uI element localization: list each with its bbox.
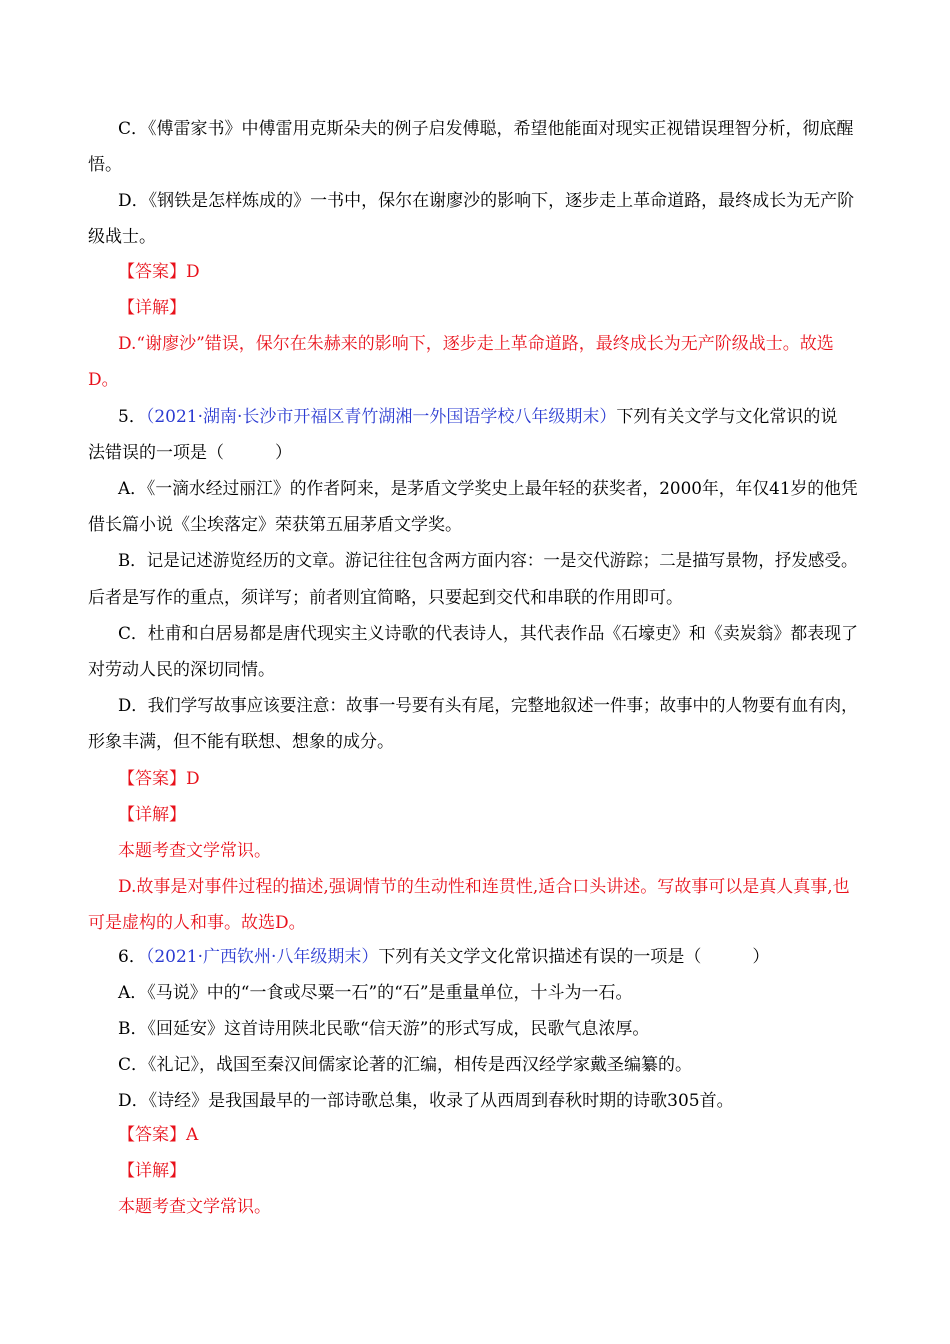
q6-option-c: C．《礼记》，战国至秦汉间儒家论著的汇编，相传是西汉经学家戴圣编纂的。 [118,1055,693,1075]
q6-option-a: A．《马说》中的“一食或尽粟一石”的“石”是重量单位，十斗为一石。 [118,983,633,1003]
q4-option-d-line2: 级战士。 [88,227,156,247]
answer-value: A [186,1125,199,1145]
question-source: （2021·湖南·长沙市开福区青竹湖湘一外国语学校八年级期末） [145,407,617,427]
q4-option-c-line1: C．《傅雷家书》中傅雷用克斯朵夫的例子启发傅聪，希望他能面对现实正视错误理智分析，彻底醒 [118,119,854,139]
question-source: （2021·广西钦州·八年级期末） [145,947,379,967]
q4-detail-label: 【详解】 [118,298,186,318]
q5-option-b-line1: B．记是记述游览经历的文章。游记往往包含两方面内容：一是交代游踪；二是描写景物，抒发感受。 [118,551,858,571]
q5-option-a-line2: 借长篇小说《尘埃落定》荣获第五届茅盾文学奖。 [88,515,462,535]
q5-detail-label: 【详解】 [118,805,186,825]
answer-value: D [186,769,200,789]
question-stem: 下列有关文学与文化常识的说 [616,407,838,427]
q5-option-a-line1: A．《一滴水经过丽江》的作者阿来，是茅盾文学奖史上最年轻的获奖者，2000年，年仅41岁的他凭 [118,479,858,499]
q5-detail-intro: 本题考查文学常识。 [118,841,271,861]
q5-answer [118,768,200,790]
q5-detail-line2: 可是虚构的人和事。故选D。 [88,913,306,933]
answer-label: 【答案】 [118,769,186,789]
q5-option-c-line2: 对劳动人民的深切同情。 [88,660,275,680]
answer-value: D [186,262,200,282]
question-number: 6． [118,947,146,967]
q6-stem [118,946,769,968]
answer-label: 【答案】 [118,1125,186,1145]
q5-detail-line1: D.故事是对事件过程的描述,强调情节的生动性和连贯性,适合口头讲述。写故事可以是真人真事,也 [118,877,850,897]
q4-answer [118,261,200,283]
q5-option-d-line1: D．我们学写故事应该要注意：故事一号要有头有尾，完整地叙述一件事；故事中的人物要有血有肉， [118,696,858,716]
question-stem: 下列有关文学文化常识描述有误的一项是（ ） [378,947,770,967]
q4-option-d-line1: D．《钢铁是怎样炼成的》一书中，保尔在谢廖沙的影响下，逐步走上革命道路，最终成长为无产阶 [118,191,855,211]
q4-option-c-line2: 悟。 [88,155,122,175]
q4-detail-line2: D。 [88,370,119,390]
q6-option-d: D．《诗经》是我国最早的一部诗歌总集，收录了从西周到春秋时期的诗歌305首。 [118,1091,734,1111]
q5-option-b-line2: 后者是写作的重点，须详写；前者则宜简略，只要起到交代和串联的作用即可。 [88,588,683,608]
q5-stem-line2: 法错误的一项是（ ） [88,443,292,463]
q6-detail-intro: 本题考查文学常识。 [118,1197,271,1217]
answer-label: 【答案】 [118,262,186,282]
question-number: 5． [118,407,146,427]
q6-option-b: B．《回延安》这首诗用陕北民歌“信天游”的形式写成，民歌气息浓厚。 [118,1019,650,1039]
q5-option-c-line1: C．杜甫和白居易都是唐代现实主义诗歌的代表诗人，其代表作品《石壕吏》和《卖炭翁》都表现了 [118,624,858,644]
q4-detail-line1: D.“谢廖沙”错误，保尔在朱赫来的影响下，逐步走上革命道路，最终成长为无产阶级战士。故选 [118,334,834,354]
q6-detail-label: 【详解】 [118,1161,186,1181]
q5-option-d-line2: 形象丰满，但不能有联想、想象的成分。 [88,732,394,752]
q5-stem-line1 [118,406,837,428]
q6-answer [118,1124,198,1146]
